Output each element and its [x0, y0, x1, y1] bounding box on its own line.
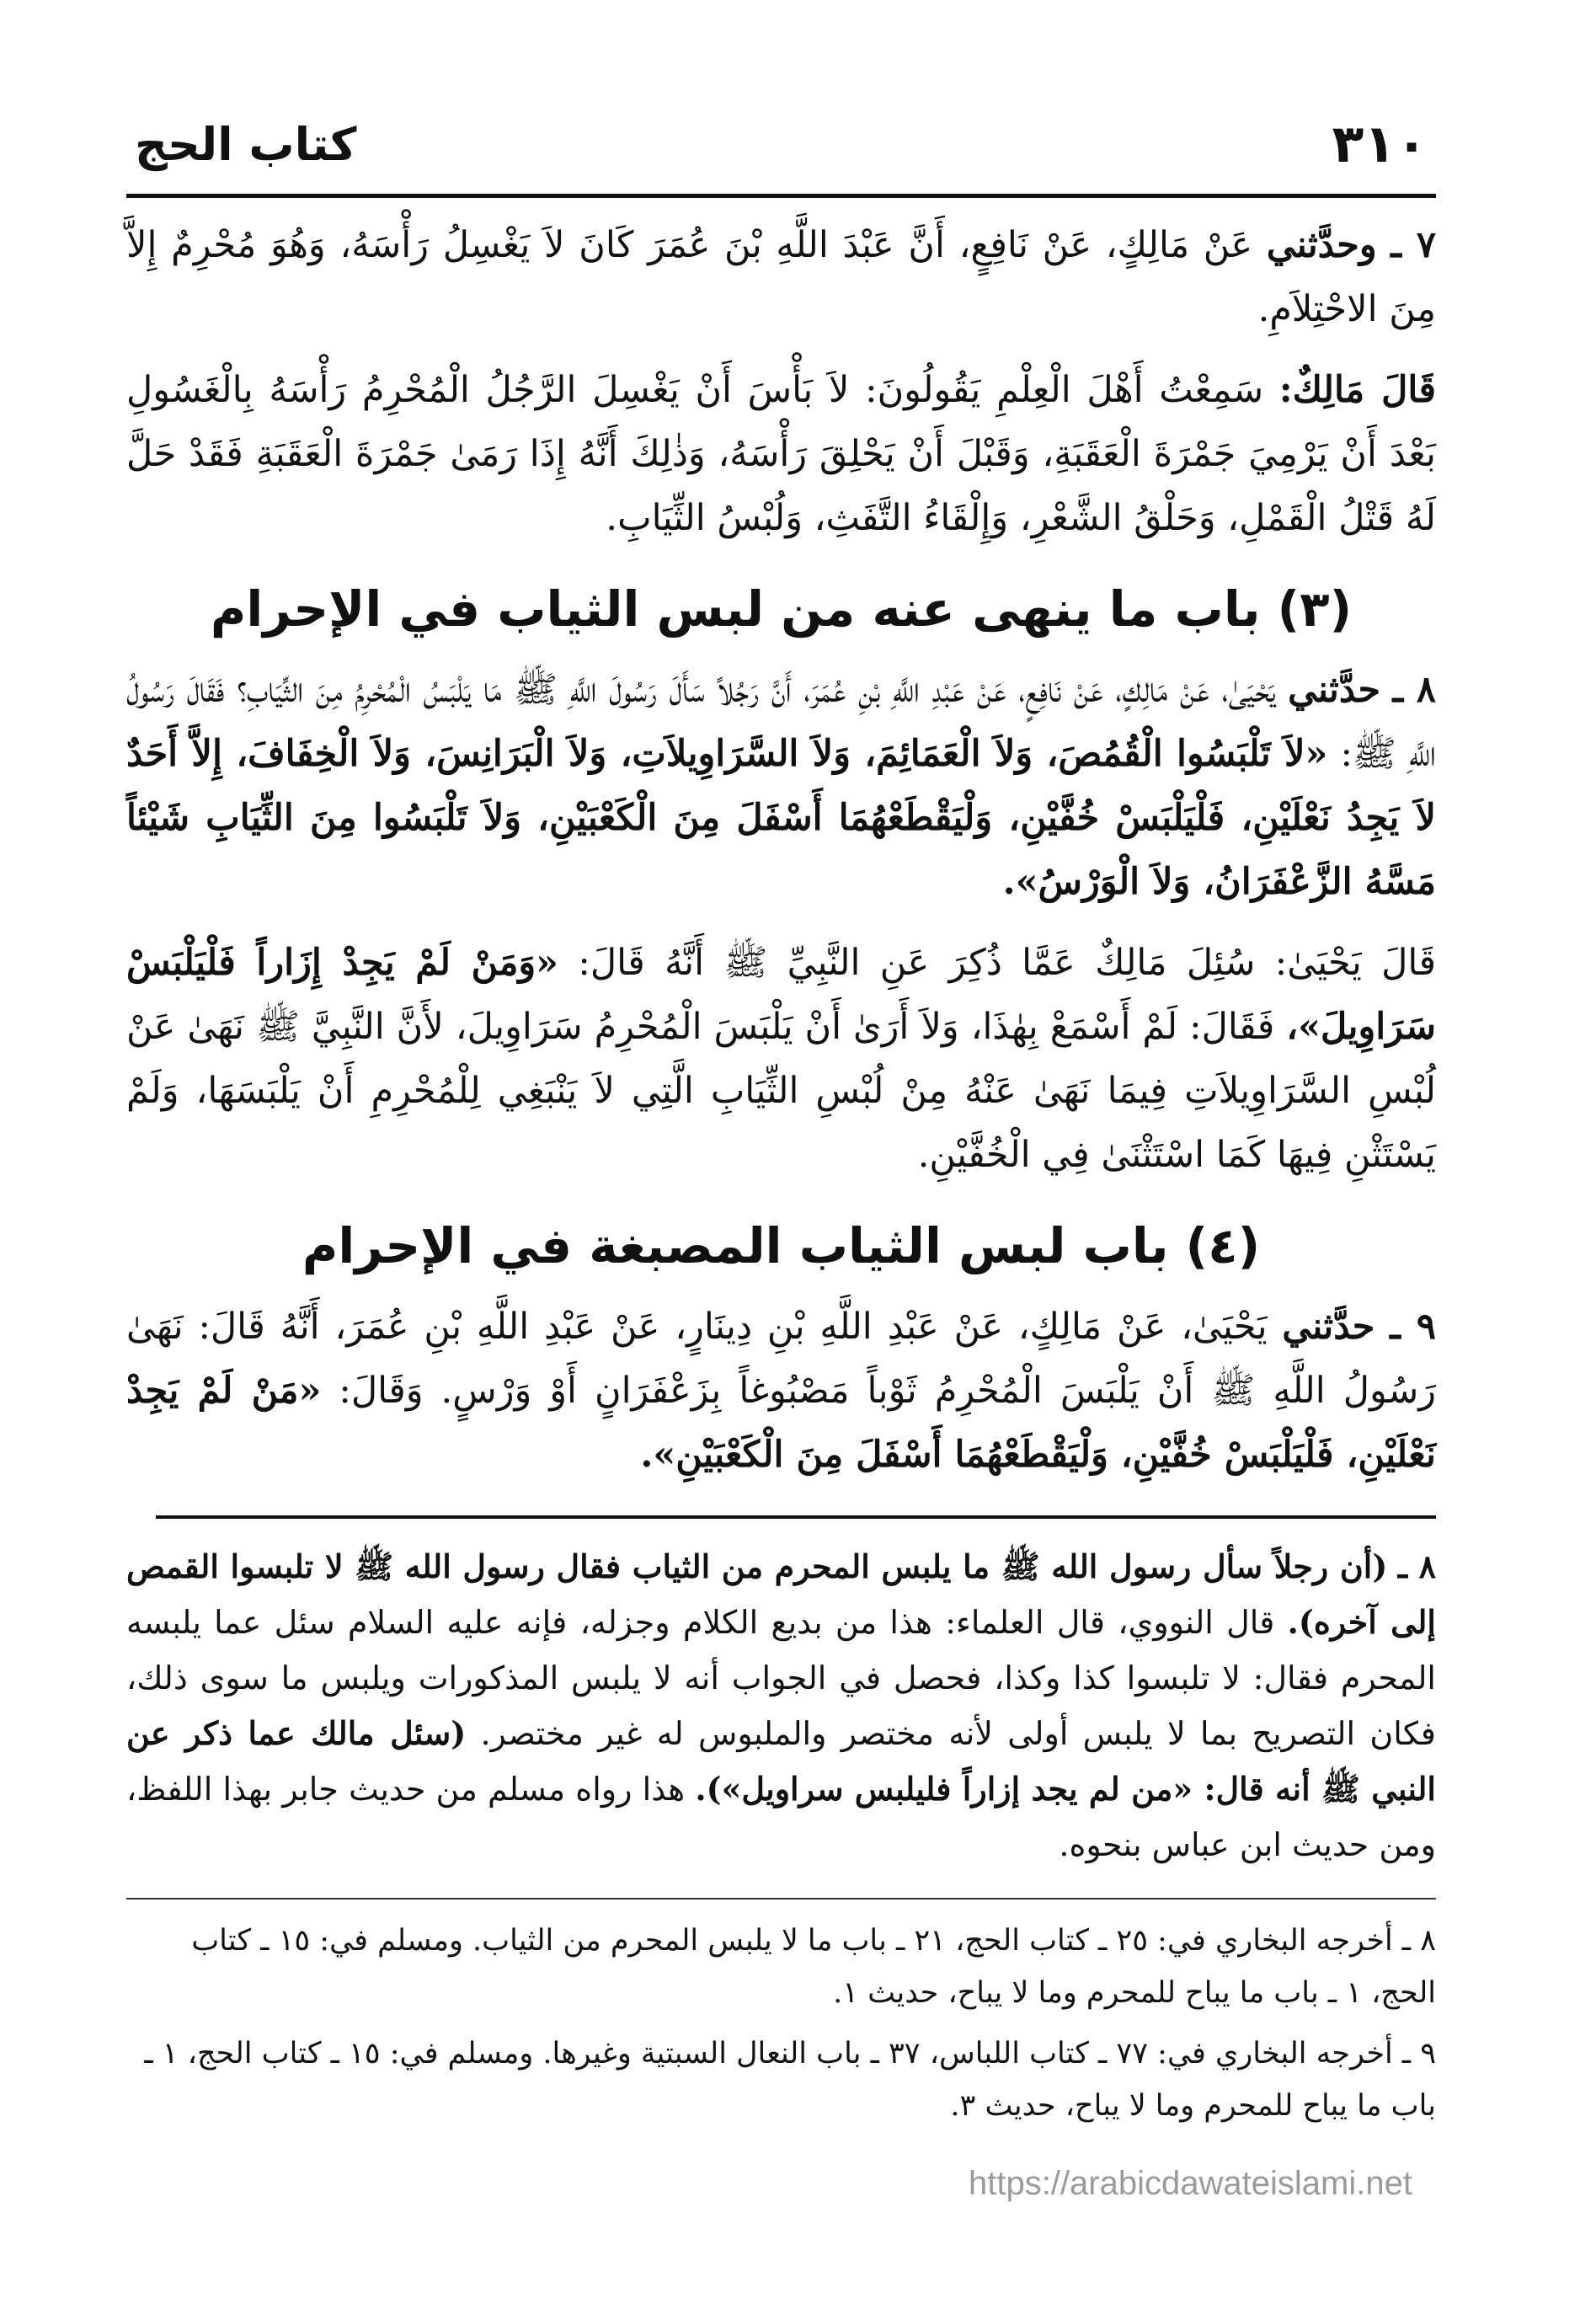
prophetic-quote: «وَمَنْ لَمْ يَجِدْ إِزَاراً فَلْيَلْبَسْ سَرَاوِيلَ»، — [126, 942, 1436, 1048]
note-text: سَمِعْتُ أَهْلَ الْعِلْمِ يَقُولُونَ: لاَ بَأْسَ أَنْ يَغْسِلَ الرَّجُلُ الْمُحْرِمُ رَأْسَهُ بِالْغَسُولِ بَعْدَ أَنْ يَرْمِيَ جَمْرَةَ الْعَقَبَةِ، وَقَبْلَ أَنْ يَحْلِقَ رَأْسَهُ، وَذٰلِكَ أَنَّهُ إِذَا رَمَىٰ جَمْرَةَ الْعَقَبَةِ فَقَدْ حَلَّ لَهُ قَتْلُ الْقَمْلِ، وَحَلْقُ الشَّعْرِ، وَإِلْقَاءُ التَّفَثِ، وَلُبْسُ الثِّيَابِ. — [126, 369, 1436, 539]
hadith-number: ٧ ـ — [1390, 224, 1436, 266]
commentary-8 — [126, 1539, 1436, 1873]
main-text — [126, 213, 1436, 1487]
commentary-number: ٨ ـ — [1397, 1547, 1437, 1585]
hadith-text: يَحْيَىٰ، عَنْ مَالِكٍ، عَنْ عَبْدِ اللَّهِ بْنِ دِينَارٍ، عَنْ عَبْدِ اللَّهِ بْنِ عُمَرَ، أَنَّهُ قَالَ: نَهَىٰ رَسُولُ اللَّهِ ﷺ أَنْ يَلْبَسَ الْمُحْرِمُ ثَوْباً مَصْبُوغاً بِزَعْفَرَانٍ أَوْ وَرْسٍ. وَقَالَ: — [126, 1306, 1436, 1412]
hadith-text: عَنْ مَالِكٍ، عَنْ نَافِعٍ، أَنَّ عَبْدَ اللَّهِ بْنَ عُمَرَ كَانَ لاَ يَغْسِلُ رَأْسَهُ، وَهُوَ مُحْرِمٌ إِلاَّ مِنَ الاحْتِلاَمِ. — [126, 224, 1436, 330]
commentary-quote: (سئل مالك عما ذكر عن النبي ﷺ أنه قال: «من لم يجد إزاراً فليلبس سراويل»). — [126, 1714, 1436, 1808]
malik-note — [126, 358, 1436, 550]
prophetic-quote: «مَنْ لَمْ يَجِدْ نَعْلَيْنِ، فَلْيَلْبَسْ خُفَّيْنِ، وَلْيَقْطَعْهُمَا أَسْفَلَ مِنَ الْكَعْبَيْنِ». — [126, 1370, 1436, 1476]
commentary-text: قال النووي، قال العلماء: هذا من بديع الكلام وجزله، فإنه عليه السلام سئل عما يلبسه المحرم فقال: لا تلبسوا كذا وكذا، فحصل في الجواب أنه لا يلبس المذكورات ويلبس ما سوى ذلك، فكان التصريح بما لا يلبس أولى لأنه مختصر والملبوس له غير مختصر. — [126, 1604, 1436, 1752]
watermark-url: https://arabicdawateislami.net — [969, 2165, 1412, 2202]
commentary — [126, 1539, 1436, 1873]
prophetic-quote: «لاَ تَلْبَسُوا الْقُمُصَ، وَلاَ الْعَمَائِمَ، وَلاَ السَّرَاوِيلاَتِ، وَلاَ الْبَرَانِسَ، وَلاَ الْخِفَافَ، إِلاَّ أَحَدٌ لاَ يَجِدُ نَعْلَيْنِ، فَلْيَلْبَسْ خُفَّيْنِ، وَلْيَقْطَعْهُمَا أَسْفَلَ مِنَ الْكَعْبَيْنِ، وَلاَ تَلْبَسُوا مِنَ الثِّيَابِ شَيْئاً مَسَّهُ الزَّعْفَرَانُ، وَلاَ الْوَرْسُ». — [126, 733, 1436, 903]
note-lead: قَالَ مَالِكٌ: — [1278, 369, 1437, 411]
hadith-9 — [126, 1295, 1436, 1487]
footnotes — [126, 1915, 1436, 2132]
hadith-8 — [126, 658, 1436, 914]
hadith-lead: حدَّثني — [1288, 669, 1381, 711]
running-title: كتاب الحج — [135, 118, 357, 171]
note-text: قَالَ يَحْيَىٰ: سُئِلَ مَالِكٌ عَمَّا ذُكِرَ عَنِ النَّبِيِّ ﷺ أَنَّهُ قَالَ: — [578, 942, 1436, 984]
page-header — [126, 101, 1436, 198]
hadith-lead: وحدَّثني — [1266, 224, 1377, 266]
note-text-continued: فَقَالَ: لَمْ أَسْمَعْ بِهٰذَا، وَلاَ أَرَىٰ أَنْ يَلْبَسَ الْمُحْرِمُ سَرَاوِيلَ، لأَنَّ النَّبِيَّ ﷺ نَهَىٰ عَنْ لُبْسِ السَّرَاوِيلاَتِ فِيمَا نَهَىٰ عَنْهُ مِنْ لُبْسِ الثِّيَابِ الَّتِي لاَ يَنْبَغِي لِلْمُحْرِمِ أَنْ يَلْبَسَهَا، وَلَمْ يَسْتَثْنِ فِيهَا كَمَا اسْتَثْنَىٰ فِي الْخُفَّيْنِ. — [126, 1006, 1436, 1176]
commentary-text: هذا رواه مسلم من حديث جابر بهذا اللفظ، ومن حديث ابن عباس بنحوه. — [126, 1771, 1436, 1863]
chapter-heading-4: (٤) باب لبس الثياب المصبغة في الإحرام — [302, 1217, 1261, 1274]
commentary-separator — [156, 1515, 1436, 1519]
yahya-note — [126, 931, 1436, 1187]
book-page — [126, 101, 1436, 2258]
page-number: ٣١٠ — [1332, 113, 1428, 174]
hadith-text: يَحْيَىٰ، عَنْ مَالِكٍ، عَنْ نَافِعٍ، عَنْ عَبْدِ اللَّهِ بْنِ عُمَرَ، أَنَّ رَجُلاً سَأَلَ رَسُولَ اللَّهِ ﷺ مَا يَلْبَسُ الْمُحْرِمُ مِنَ الثِّيَابِ؟ فَقَالَ رَسُولُ اللَّهِ ﷺ: — [126, 669, 1437, 775]
chapter-heading-3: (٣) باب ما ينهى عنه من لبس الثياب في الإحرام — [210, 580, 1353, 638]
commentary-quote: (أن رجلاً سأل رسول الله ﷺ ما يلبس المحرم من الثياب فقال رسول الله ﷺ لا تلبسوا القمص إلى آخره). — [126, 1547, 1436, 1641]
hadith-lead: حدَّثني — [1282, 1306, 1375, 1348]
hadith-number: ٩ ـ — [1390, 1306, 1437, 1348]
hadith-7 — [126, 213, 1436, 341]
footnote-8: ٨ ـ أخرجه البخاري في: ٢٥ ـ كتاب الحج، ٢١ ـ باب ما لا يلبس المحرم من الثياب. ومسلم في: ١٥ ـ كتاب الحج، ١ ـ باب ما يباح للمحرم وما لا يباح، حديث ١. — [191, 1924, 1436, 2010]
hadith-number: ٨ ـ — [1392, 669, 1436, 711]
footnote-separator — [126, 1898, 1436, 1900]
footnote-9: ٩ ـ أخرجه البخاري في: ٧٧ ـ كتاب اللباس، ٣٧ ـ باب النعال السبتية وغيرها. ومسلم في: ١٥ ـ كتاب الحج، ١ ـ باب ما يباح للمحرم وما لا يباح، حديث ٣. — [144, 2037, 1436, 2123]
